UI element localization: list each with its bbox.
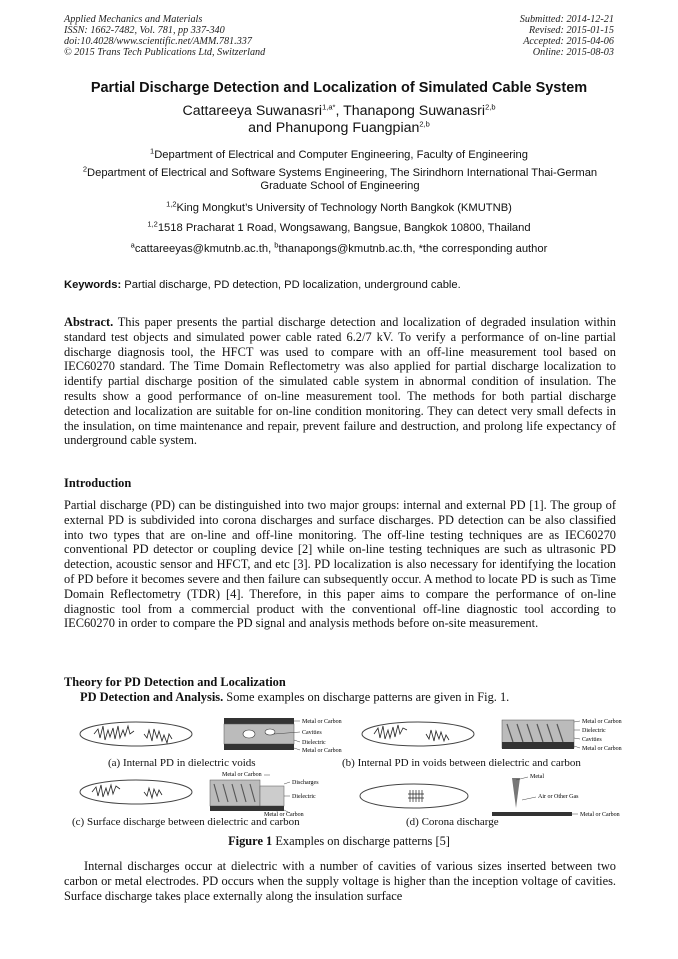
email-a[interactable]: cattareeyas@kmutnb.ac.th, bbox=[134, 243, 275, 255]
label-a-dielectric: Dielectric bbox=[302, 740, 326, 746]
abstract-label: Abstract. bbox=[64, 315, 114, 329]
date-submitted: Submitted: 2014-12-21 bbox=[519, 14, 614, 25]
email-a-marker: a bbox=[130, 240, 135, 250]
article-dates bbox=[520, 14, 614, 58]
author-1: Cattareeya Suwanasri bbox=[182, 103, 323, 119]
figure-caption-text: Examples on discharge patterns [5] bbox=[272, 834, 450, 848]
email-line bbox=[60, 240, 618, 256]
subsection-label: PD Detection and Analysis. bbox=[80, 690, 224, 704]
paper-title: Partial Discharge Detection and Localization of Simulated Cable System bbox=[90, 80, 588, 96]
abstract-text: This paper presents the partial discharge detection and localization of degraded insulation within standard test objects and simulated power cable rated 6.2/7 kV. To verify a performance of on-line partial discharge diagnosis tool, the HFCT was used to compare with an off-line measurement tool based on IEC60270 standard. The Time Domain Reflectometry was also applied for partial discharge localization to identify partial discharge position of the simulated cable system in abnormal condition of insulation. The results show a good performance of on-line measurement tool. The methods for both partial discharge detection and localization are suitable for on-line condition monitoring. They can detect very small defects in the insulation, on time maintenance and repair, prevent failure and destruction, and prolong life expectancy of underground cable system. bbox=[64, 315, 616, 448]
author-and: and bbox=[248, 120, 276, 136]
affiliation-1-text: Department of Electrical and Computer Engineering, Faculty of Engineering bbox=[154, 149, 528, 161]
label-c-metal-top: Metal or Carbon bbox=[222, 772, 262, 778]
label-d-metal-carbon: Metal or Carbon bbox=[580, 812, 620, 818]
journal-issn: ISSN: 1662-7482, Vol. 781, pp 337-340 bbox=[64, 25, 225, 36]
label-b-dielectric: Dielectric bbox=[582, 728, 606, 734]
affiliation-4 bbox=[60, 219, 618, 235]
affiliation-2 bbox=[66, 164, 614, 193]
date-revised: Revised: 2015-01-15 bbox=[528, 25, 614, 36]
email-b[interactable]: thanapongs@kmutnb.ac.th, *the corresponding author bbox=[278, 243, 548, 255]
author-2-affil: 2,b bbox=[485, 102, 496, 112]
figure-panel-c bbox=[72, 770, 342, 818]
figure-panel-d bbox=[352, 768, 624, 818]
affiliation-3-text: King Mongkut’s University of Technology North Bangkok (KMUTNB) bbox=[176, 202, 512, 214]
body-paragraph: Internal discharges occur at dielectric with a number of cavities of various sizes inserted between two carbon or metal electrodes. PD occurs when the supply voltage is higher than the inception voltage of cavities. Surface discharge takes place externally along the insulation surface bbox=[64, 859, 616, 903]
label-c-metal-bottom: Metal or Carbon bbox=[264, 812, 304, 818]
affiliation-2-text: Department of Electrical and Software Systems Engineering, The Sirindhorn International Thai-German Graduate School of Engineering bbox=[87, 167, 598, 192]
subsection-text: Some examples on discharge patterns are given in Fig. 1. bbox=[223, 690, 510, 704]
theory-heading: Theory for PD Detection and Localization bbox=[64, 675, 286, 689]
figure-panel-a bbox=[74, 710, 344, 758]
affiliation-2-marker: 2 bbox=[82, 164, 88, 174]
label-d-metal: Metal bbox=[530, 774, 544, 780]
affiliation-3 bbox=[60, 199, 618, 215]
label-c-discharges: Discharges bbox=[292, 780, 319, 786]
theory-subsection bbox=[80, 690, 620, 705]
email-b-marker: b bbox=[274, 240, 279, 250]
author-1-affil: 1,a* bbox=[322, 102, 336, 112]
label-a-metal-bottom: Metal or Carbon bbox=[302, 748, 342, 754]
author-list bbox=[0, 103, 678, 137]
label-c-dielectric: Dielectric bbox=[292, 794, 316, 800]
figure-1 bbox=[64, 706, 624, 826]
intro-heading: Introduction bbox=[64, 476, 132, 490]
label-a-metal-top: Metal or Carbon bbox=[302, 719, 342, 725]
journal-doi: doi:10.4028/www.scientific.net/AMM.781.337 bbox=[64, 36, 252, 47]
keywords bbox=[64, 279, 624, 291]
label-b-metal-top: Metal or Carbon bbox=[582, 719, 622, 725]
figure-caption-label: Figure 1 bbox=[228, 834, 273, 848]
author-3: Phanupong Fuangpian bbox=[275, 120, 420, 136]
figure-panel-b bbox=[352, 710, 624, 758]
caption-a: (a) Internal PD in dielectric voids bbox=[108, 757, 256, 769]
affiliation-3-marker: 1,2 bbox=[166, 199, 177, 209]
label-b-metal-bottom: Metal or Carbon bbox=[582, 746, 622, 752]
author-separator: , bbox=[335, 103, 344, 119]
abstract bbox=[64, 315, 616, 448]
caption-b: (b) Internal PD in voids between dielectric and carbon bbox=[342, 757, 581, 769]
label-d-air: Air or Other Gas bbox=[538, 794, 579, 800]
figure-caption bbox=[0, 834, 678, 849]
journal-name: Applied Mechanics and Materials bbox=[64, 14, 203, 25]
affiliation-4-marker: 1,2 bbox=[147, 219, 158, 229]
keywords-label: Keywords: bbox=[64, 279, 122, 291]
caption-d: (d) Corona discharge bbox=[406, 816, 499, 828]
label-a-cavities: Cavities bbox=[302, 730, 322, 736]
author-3-affil: 2,b bbox=[419, 119, 430, 129]
author-2: Thanapong Suwanasri bbox=[343, 103, 486, 119]
journal-copyright: © 2015 Trans Tech Publications Ltd, Switzerland bbox=[64, 47, 266, 58]
affiliation-1 bbox=[60, 146, 618, 162]
affiliation-1-marker: 1 bbox=[150, 146, 155, 156]
date-accepted: Accepted: 2015-04-06 bbox=[523, 36, 614, 47]
keywords-text: Partial discharge, PD detection, PD localization, underground cable. bbox=[121, 279, 461, 291]
intro-text: Partial discharge (PD) can be distinguished into two major groups: internal and external PD [1]. The group of external PD is subdivided into corona discharges and surface discharges. PD detection can be also classified into two types that are on-line and off-line monitoring. The off-line testing techniques are as IEC60270 conventional PD detector or coupling device [2] while on-line testing techniques are such as ultrasonic PD detection, acoustic sensor and HFCT, and etc [3]. PD localization is also necessary for identifying the location of PD before it becomes severe and then failure can subsequently occur. A method to locate PD is such as Time Domain Reflectometry (TDR) [4]. Therefore, in this paper aims to compare the performance of on-line diagnostic tool from a commercial product with the conventional off-line diagnostic tool according to IEC60270 in order to compare the PD signal and analysis methods before on-site measurement. bbox=[64, 498, 616, 631]
journal-info bbox=[64, 14, 265, 58]
label-b-cavities: Cavities bbox=[582, 737, 602, 743]
caption-c: (c) Surface discharge between dielectric and carbon bbox=[72, 816, 300, 828]
date-online: Online: 2015-08-03 bbox=[532, 47, 614, 58]
affiliation-4-text: 1518 Pracharat 1 Road, Wongsawang, Bangsue, Bangkok 10800, Thailand bbox=[157, 222, 531, 234]
